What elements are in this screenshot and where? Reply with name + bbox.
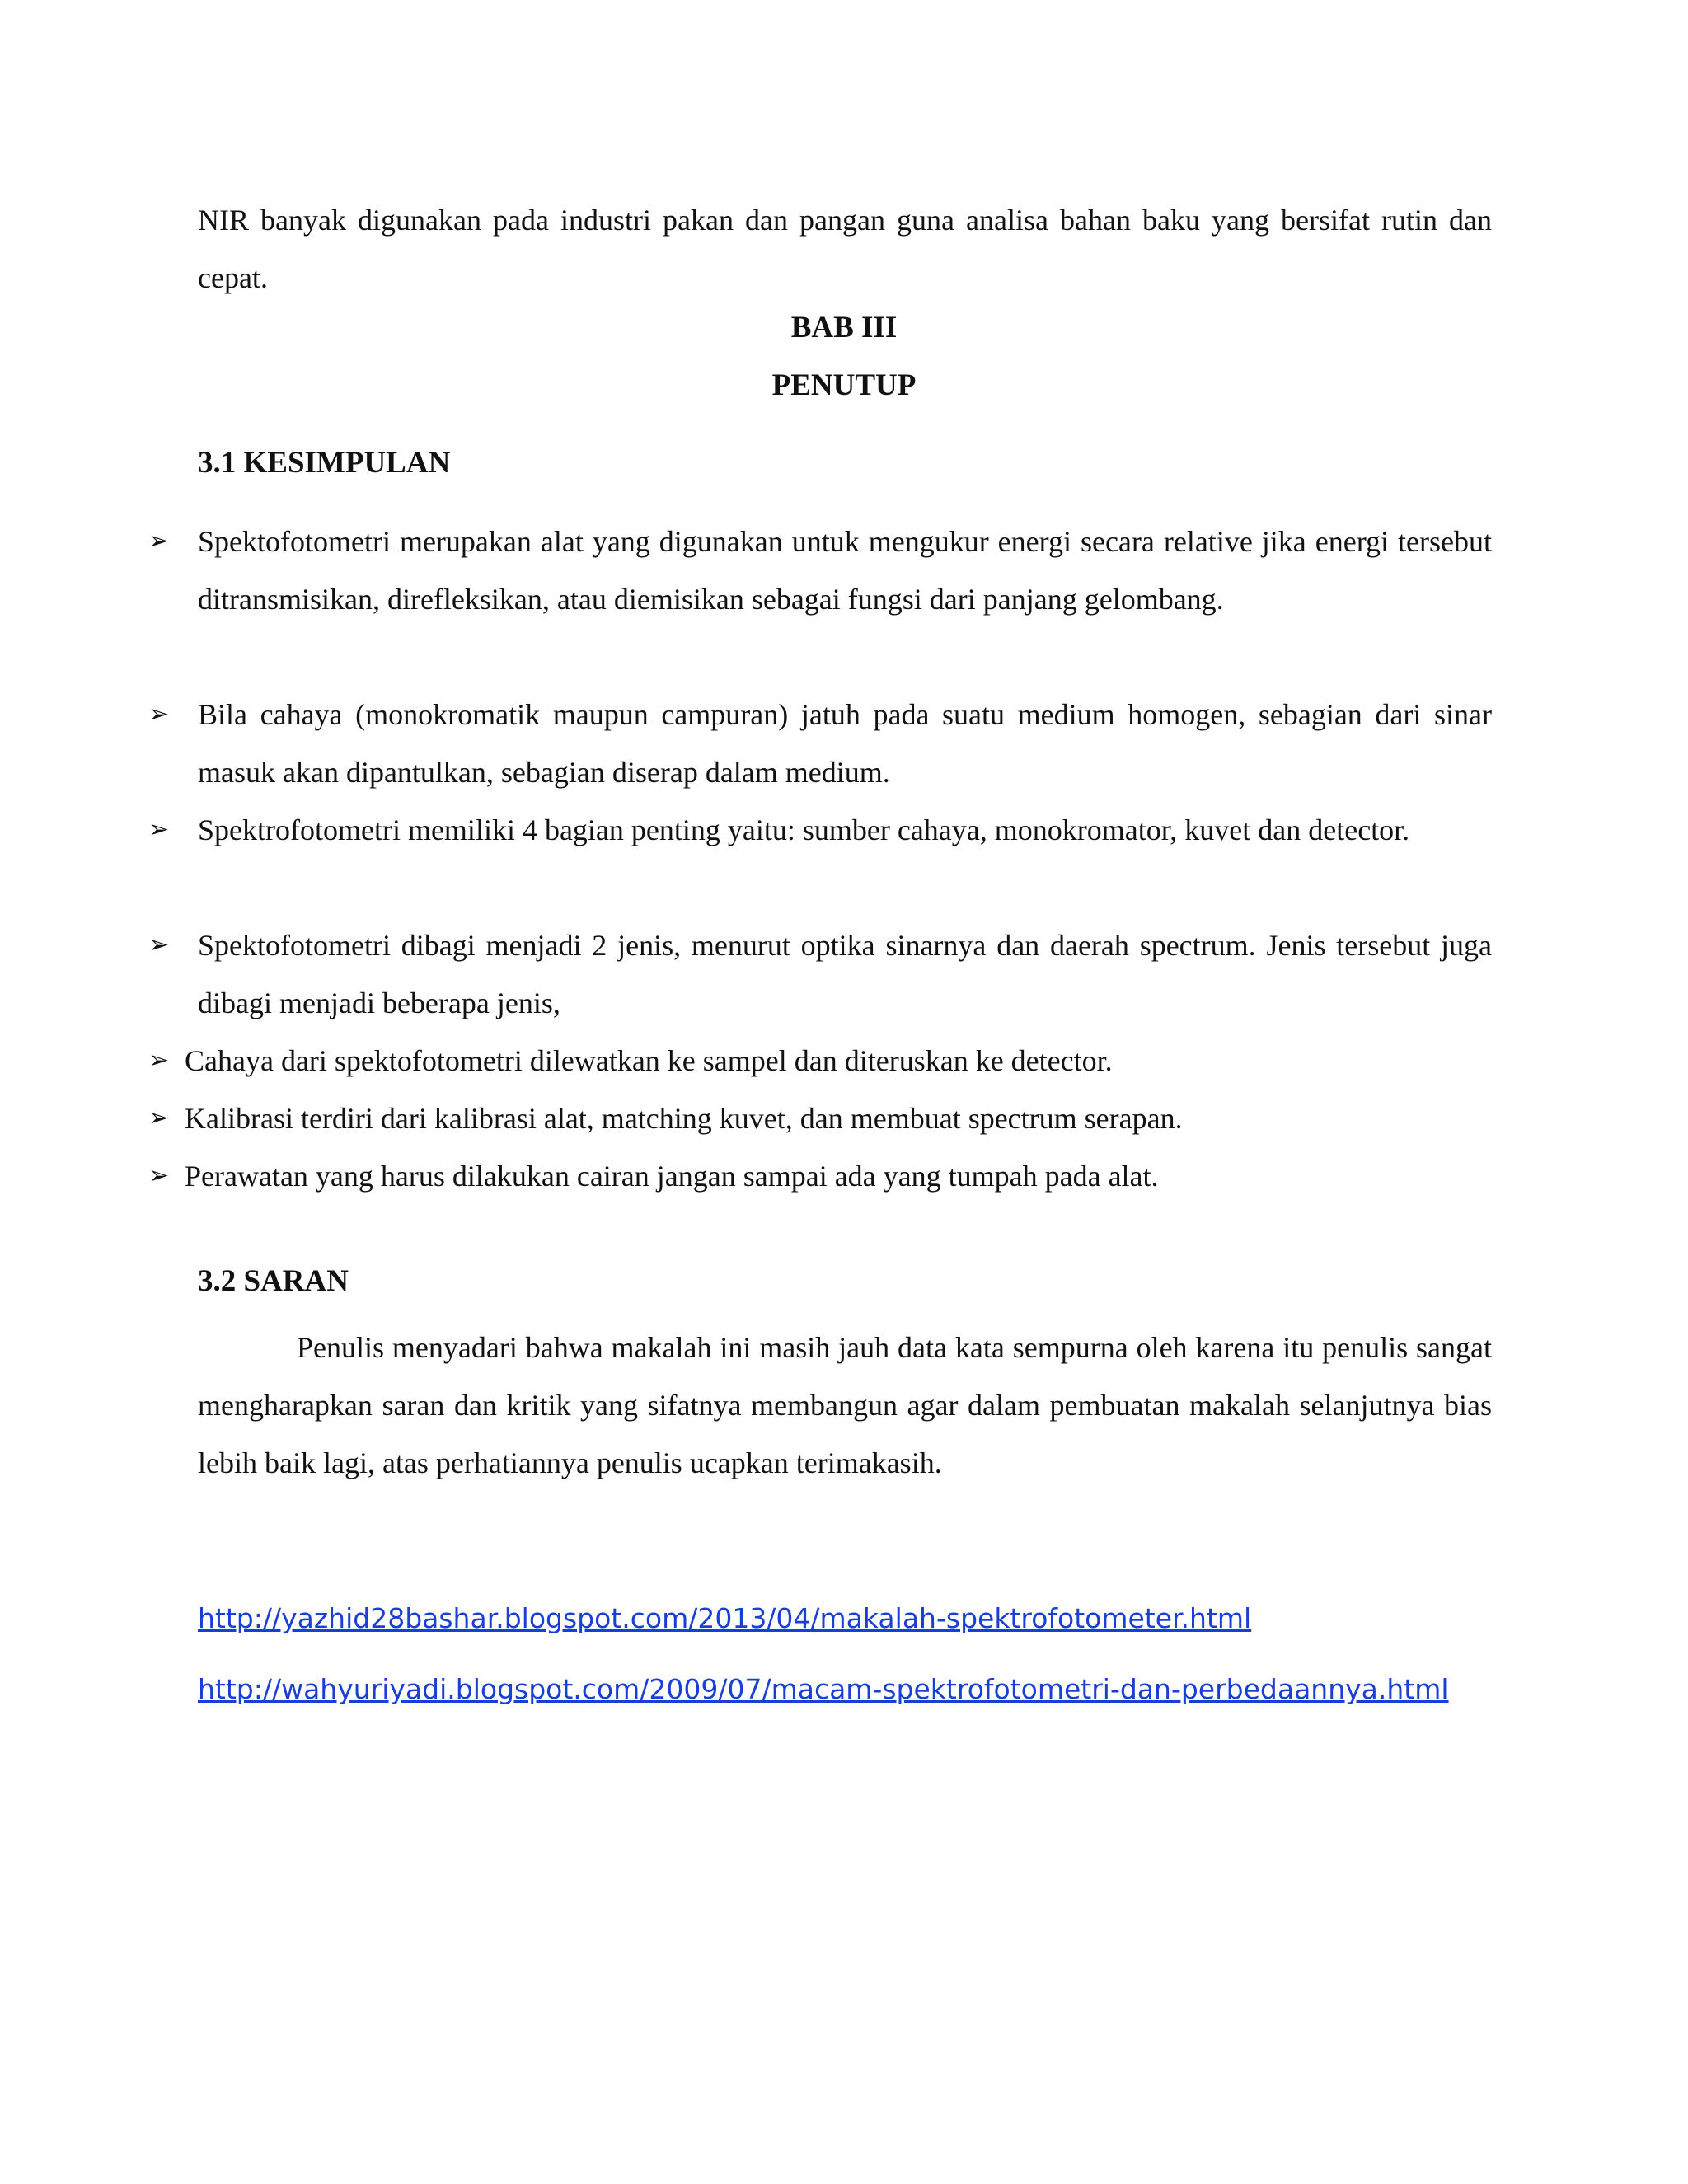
- saran-paragraph: Penulis menyadari bahwa makalah ini masih jauh data kata sempurna oleh karena itu penulis sangat mengharapkan saran dan kritik yang sifatnya membangun agar dalam pembuatan makalah selanjutnya bias lebih baik lagi, atas perhatiannya penulis ucapkan terimakasih.: [198, 1331, 1492, 1479]
- kesimpulan-item-text: Spektofotometri merupakan alat yang digunakan untuk mengukur energi secara relative jika energi tersebut ditransmisikan, direfleksikan, atau diemisikan sebagai fungsi dari panjang gelombang.: [198, 525, 1492, 616]
- kesimpulan-item-2: [148, 686, 1492, 801]
- kesimpulan-item-1: [148, 513, 1492, 628]
- kesimpulan-item-4: [148, 916, 1492, 1032]
- kesimpulan-item-text: Spektrofotometri memiliki 4 bagian penting yaitu: sumber cahaya, monokromator, kuvet dan detector.: [198, 813, 1410, 846]
- saran-heading: 3.2 SARAN: [198, 1264, 349, 1298]
- kesimpulan-item-text: Spektofotometri dibagi menjadi 2 jenis, menurut optika sinarnya dan daerah spectrum. Jenis tersebut juga dibagi menjadi beberapa jenis,: [198, 929, 1492, 1019]
- kesimpulan-item-6: [148, 1090, 1492, 1147]
- arrow-bullet-icon: ➢: [148, 1047, 170, 1074]
- arrow-bullet-icon: ➢: [148, 1104, 170, 1132]
- chapter-title: PENUTUP: [771, 368, 917, 402]
- kesimpulan-item-text: Bila cahaya (monokromatik maupun campuran) jatuh pada suatu medium homogen, sebagian dari sinar masuk akan dipantulkan, sebagian diserap dalam medium.: [198, 698, 1492, 789]
- reference-link-1[interactable]: http://yazhid28bashar.blogspot.com/2013/04/makalah-spektrofotometer.html: [198, 1602, 1252, 1634]
- kesimpulan-heading: 3.1 KESIMPULAN: [198, 446, 451, 480]
- kesimpulan-item-text: Kalibrasi terdiri dari kalibrasi alat, matching kuvet, dan membuat spectrum serapan.: [185, 1102, 1183, 1135]
- arrow-bullet-icon: ➢: [148, 701, 170, 728]
- kesimpulan-item-3: [148, 801, 1492, 859]
- kesimpulan-item-5: [148, 1032, 1492, 1090]
- kesimpulan-item-text: Cahaya dari spektofotometri dilewatkan ke sampel dan diteruskan ke detector.: [185, 1044, 1113, 1077]
- intro-paragraph: NIR banyak digunakan pada industri pakan dan pangan guna analisa bahan baku yang bersifat rutin dan cepat.: [198, 204, 1492, 294]
- arrow-bullet-icon: ➢: [148, 931, 170, 958]
- arrow-bullet-icon: ➢: [148, 527, 170, 555]
- arrow-bullet-icon: ➢: [148, 1162, 170, 1189]
- arrow-bullet-icon: ➢: [148, 816, 170, 843]
- reference-link-2[interactable]: http://wahyuriyadi.blogspot.com/2009/07/macam-spektrofotometri-dan-perbedaannya.html: [198, 1673, 1449, 1705]
- kesimpulan-item-text: Perawatan yang harus dilakukan cairan jangan sampai ada yang tumpah pada alat.: [185, 1160, 1159, 1193]
- chapter-number: BAB III: [790, 311, 898, 344]
- kesimpulan-item-7: [148, 1147, 1492, 1205]
